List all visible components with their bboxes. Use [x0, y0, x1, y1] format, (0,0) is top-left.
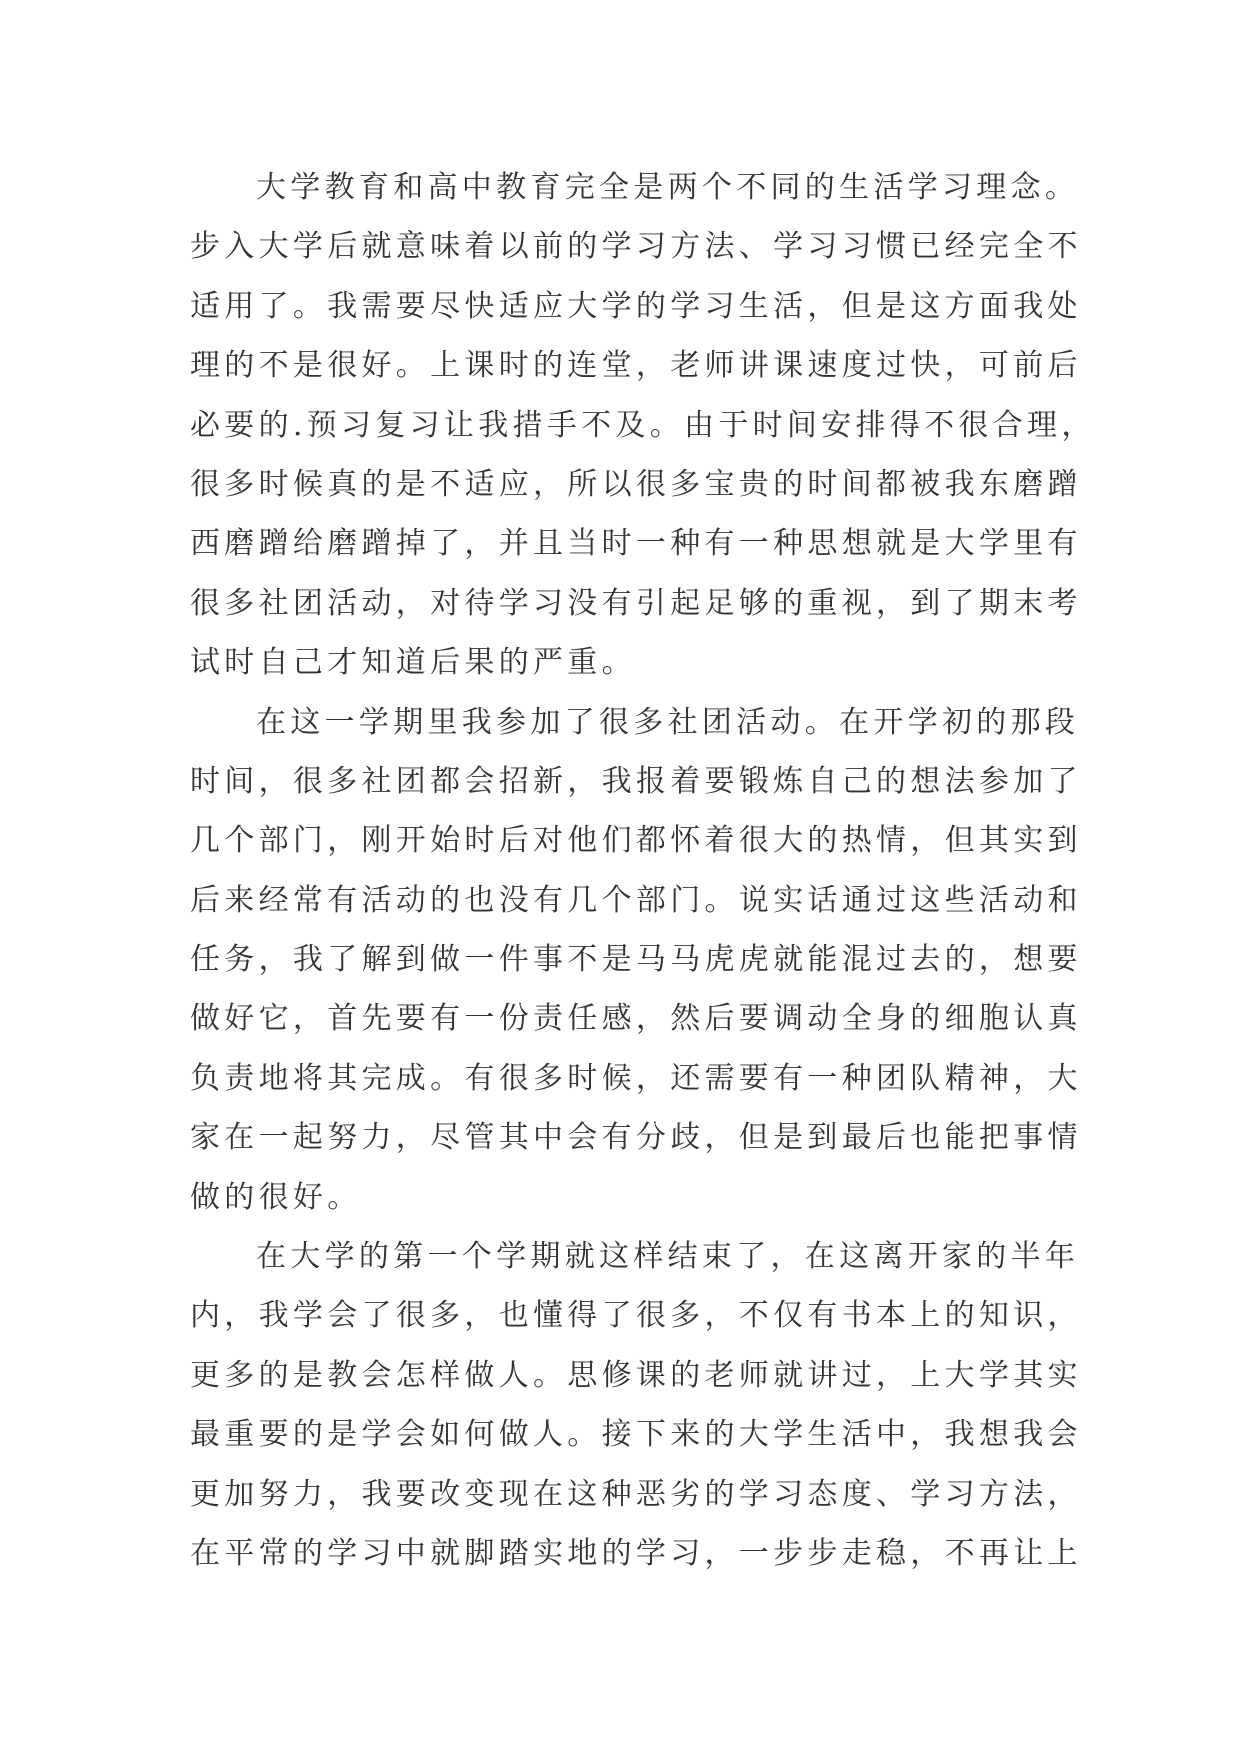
- text-line: 更加努力，我要改变现在这种恶劣的学习态度、学习方法，: [190, 1476, 1082, 1512]
- text-line: 几个部门，刚开始时后对他们都怀着很大的热情，但其实到: [190, 823, 1082, 859]
- text-line: 负责地将其完成。有很多时候，还需要有一种团队精神，大: [190, 1060, 1082, 1096]
- text-line: 西磨蹭给磨蹭掉了，并且当时一种有一种思想就是大学里有: [190, 526, 1082, 562]
- paragraph-3: [190, 1227, 1082, 1583]
- text-line: 理的不是很好。上课时的连堂，老师讲课速度过快，可前后: [190, 348, 1082, 384]
- text-line: 做好它，首先要有一份责任感，然后要调动全身的细胞认真: [190, 1001, 1082, 1037]
- text-line: 内，我学会了很多，也懂得了很多，不仅有书本上的知识，: [190, 1298, 1082, 1334]
- text-line: 很多社团活动，对待学习没有引起足够的重视，到了期末考: [190, 585, 1082, 621]
- text-line: 大学教育和高中教育完全是两个不同的生活学习理念。: [256, 170, 1080, 205]
- text-line: 很多时候真的是不适应，所以很多宝贵的时间都被我东磨蹭: [190, 466, 1082, 502]
- text-line: 时间，很多社团都会招新，我报着要锻炼自己的想法参加了: [190, 763, 1082, 799]
- text-line: 做的很好。: [190, 1179, 362, 1215]
- text-line: 步入大学后就意味着以前的学习方法、学习习惯已经完全不: [190, 229, 1082, 265]
- text-line: 适用了。我需要尽快适应大学的学习生活，但是这方面我处: [190, 288, 1082, 324]
- paragraph-2: [190, 693, 1082, 1228]
- text-line: 必要的.预习复习让我措手不及。由于时间安排得不很合理，: [190, 407, 1096, 443]
- text-line: 最重要的是学会如何做人。接下来的大学生活中，我想我会: [190, 1417, 1082, 1453]
- text-line: 更多的是教会怎样做人。思修课的老师就讲过，上大学其实: [190, 1357, 1082, 1393]
- text-line: 家在一起努力，尽管其中会有分歧，但是到最后也能把事情: [190, 1120, 1082, 1156]
- text-line: 在平常的学习中就脚踏实地的学习，一步步走稳，不再让上: [190, 1535, 1082, 1571]
- text-line: 后来经常有活动的也没有几个部门。说实话通过这些活动和: [190, 882, 1082, 918]
- text-line: 在这一学期里我参加了很多社团活动。在开学初的那段: [256, 704, 1080, 740]
- text-line: 在大学的第一个学期就这样结束了，在这离开家的半年: [256, 1239, 1080, 1275]
- paragraph-1: [190, 158, 1096, 693]
- document-body: [190, 158, 1096, 1583]
- text-line: 任务，我了解到做一件事不是马马虎虎就能混过去的，想要: [190, 942, 1082, 978]
- text-line: 试时自己才知道后果的严重。: [190, 645, 636, 681]
